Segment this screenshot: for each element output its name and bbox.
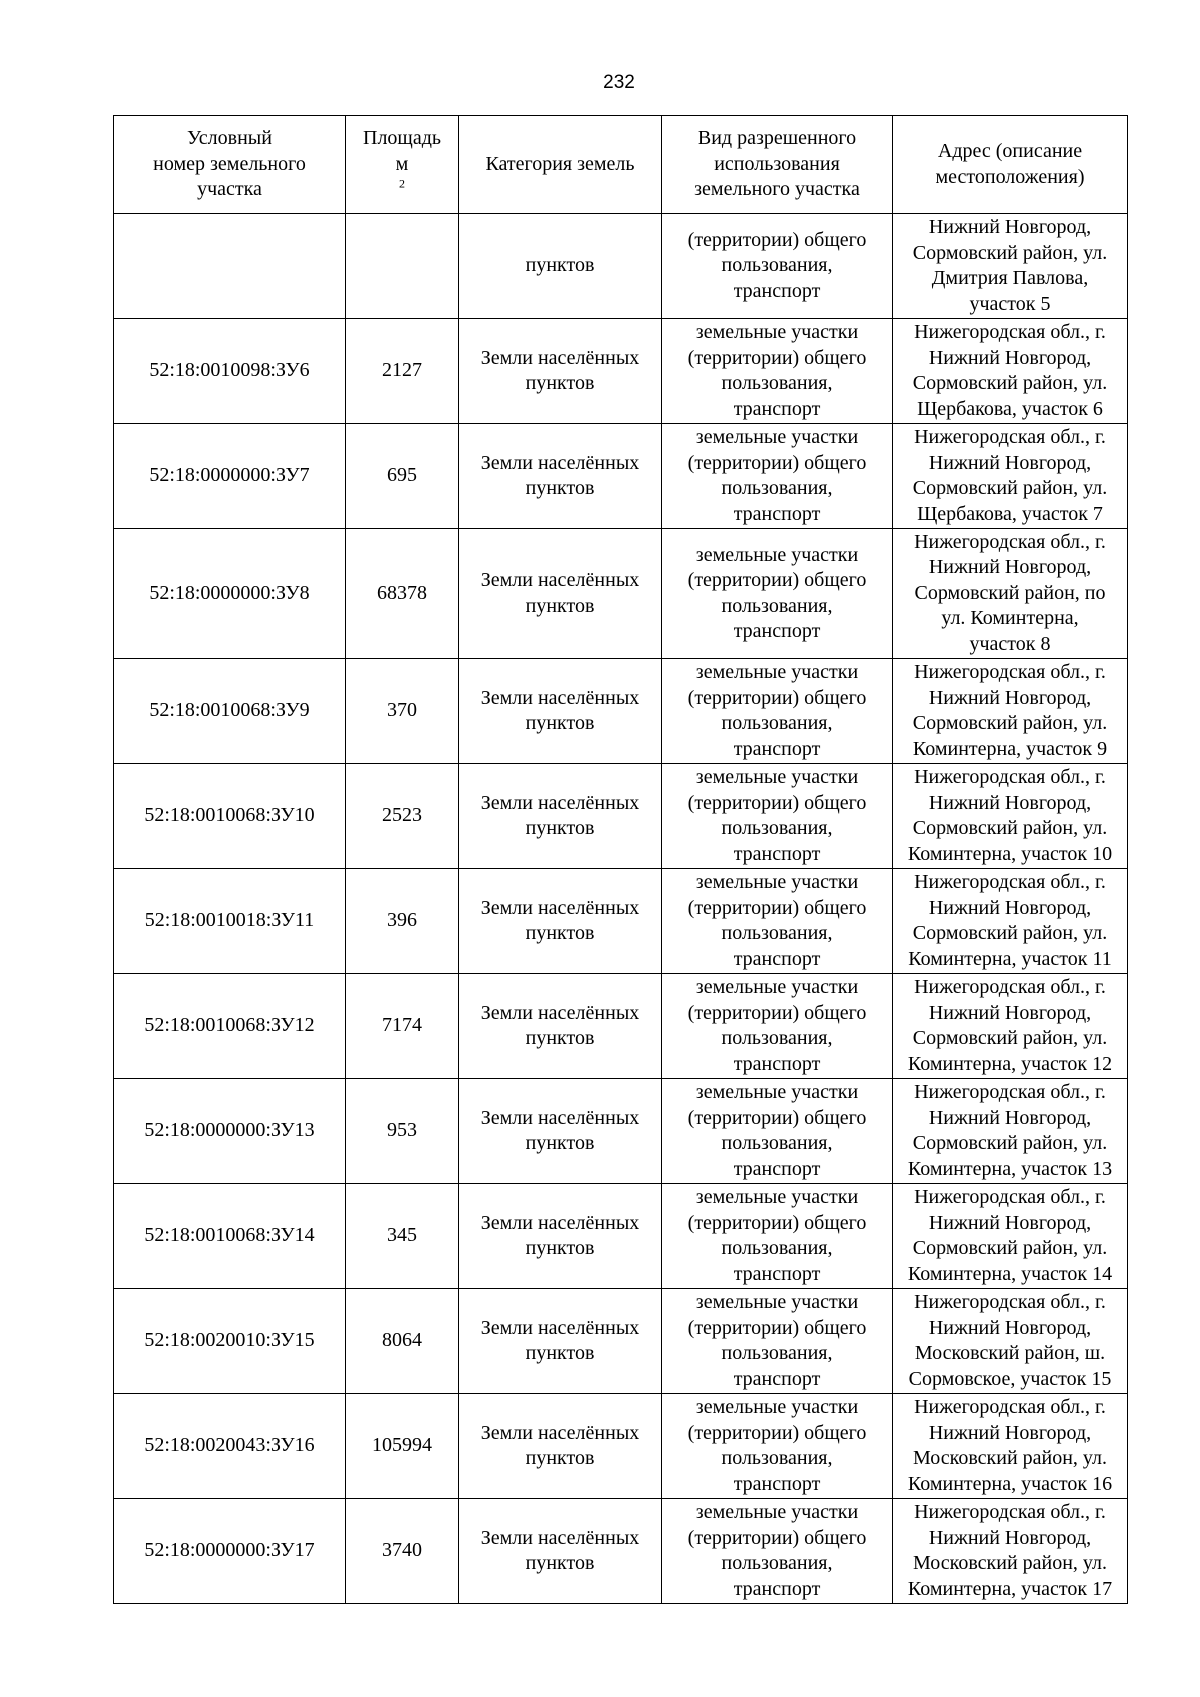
cell-use: земельные участки (территории) общего пользования, транспорт	[662, 1184, 893, 1289]
header-address: Адрес (описание местоположения)	[893, 116, 1128, 214]
cell-area: 2523	[346, 764, 459, 869]
table-row	[114, 529, 1128, 659]
cell-address: Нижегородская обл., г. Нижний Новгород, Московский район, ш. Сормовское, участок 15	[893, 1289, 1128, 1394]
cell-category: пунктов	[459, 214, 662, 319]
cell-use: земельные участки (территории) общего пользования, транспорт	[662, 1289, 893, 1394]
cell-category: Земли населённых пунктов	[459, 1079, 662, 1184]
cell-number: 52:18:0000000:ЗУ13	[114, 1079, 346, 1184]
cell-number: 52:18:0020043:ЗУ16	[114, 1394, 346, 1499]
cell-use: земельные участки (территории) общего пользования, транспорт	[662, 319, 893, 424]
cell-category: Земли населённых пунктов	[459, 529, 662, 659]
cell-area: 345	[346, 1184, 459, 1289]
cell-use: земельные участки (территории) общего пользования, транспорт	[662, 424, 893, 529]
cell-category: Земли населённых пунктов	[459, 319, 662, 424]
cell-number: 52:18:0000000:ЗУ8	[114, 529, 346, 659]
cell-number: 52:18:0010068:ЗУ12	[114, 974, 346, 1079]
cell-address: Нижегородская обл., г. Нижний Новгород, Сормовский район, ул. Щербакова, участок 6	[893, 319, 1128, 424]
table-row	[114, 974, 1128, 1079]
cell-area: 68378	[346, 529, 459, 659]
cell-category: Земли населённых пунктов	[459, 659, 662, 764]
cell-area: 396	[346, 869, 459, 974]
table-row	[114, 869, 1128, 974]
table-header-row	[114, 116, 1128, 214]
cell-area: 370	[346, 659, 459, 764]
cell-number: 52:18:0000000:ЗУ17	[114, 1499, 346, 1604]
cell-number	[114, 214, 346, 319]
table-row	[114, 1184, 1128, 1289]
cell-address: Нижегородская обл., г. Нижний Новгород, Сормовский район, ул. Коминтерна, участок 13	[893, 1079, 1128, 1184]
cell-address: Нижегородская обл., г. Нижний Новгород, Сормовский район, ул. Коминтерна, участок 11	[893, 869, 1128, 974]
table-row	[114, 1289, 1128, 1394]
cell-area: 105994	[346, 1394, 459, 1499]
table-row	[114, 764, 1128, 869]
cell-number: 52:18:0020010:ЗУ15	[114, 1289, 346, 1394]
cell-area	[346, 214, 459, 319]
cell-area: 2127	[346, 319, 459, 424]
cell-address: Нижегородская обл., г. Нижний Новгород, Сормовский район, ул. Коминтерна, участок 12	[893, 974, 1128, 1079]
land-plots-table	[113, 115, 1128, 1604]
cell-use: земельные участки (территории) общего пользования, транспорт	[662, 974, 893, 1079]
cell-number: 52:18:0010068:ЗУ9	[114, 659, 346, 764]
cell-category: Земли населённых пунктов	[459, 1184, 662, 1289]
cell-use: земельные участки (территории) общего пользования, транспорт	[662, 1079, 893, 1184]
cell-category: Земли населённых пунктов	[459, 764, 662, 869]
cell-address: Нижний Новгород, Сормовский район, ул. Дмитрия Павлова, участок 5	[893, 214, 1128, 319]
cell-address: Нижегородская обл., г. Нижний Новгород, Московский район, ул. Коминтерна, участок 16	[893, 1394, 1128, 1499]
cell-use: земельные участки (территории) общего пользования, транспорт	[662, 1499, 893, 1604]
header-area-superscript: 2	[399, 176, 405, 191]
cell-area: 7174	[346, 974, 459, 1079]
header-use: Вид разрешенного использования земельного участка	[662, 116, 893, 214]
table-row	[114, 659, 1128, 764]
cell-category: Земли населённых пунктов	[459, 1289, 662, 1394]
table-row	[114, 1079, 1128, 1184]
table-row	[114, 1394, 1128, 1499]
cell-category: Земли населённых пунктов	[459, 1394, 662, 1499]
cell-address: Нижегородская обл., г. Нижний Новгород, Сормовский район, ул. Коминтерна, участок 10	[893, 764, 1128, 869]
cell-number: 52:18:0010098:ЗУ6	[114, 319, 346, 424]
cell-area: 953	[346, 1079, 459, 1184]
cell-use: (территории) общего пользования, транспорт	[662, 214, 893, 319]
cell-use: земельные участки (территории) общего пользования, транспорт	[662, 529, 893, 659]
cell-number: 52:18:0000000:ЗУ7	[114, 424, 346, 529]
cell-category: Земли населённых пунктов	[459, 869, 662, 974]
continuation-row	[114, 214, 1128, 319]
cell-address: Нижегородская обл., г. Нижний Новгород, Сормовский район, ул. Коминтерна, участок 14	[893, 1184, 1128, 1289]
cell-number: 52:18:0010018:ЗУ11	[114, 869, 346, 974]
cell-address: Нижегородская обл., г. Нижний Новгород, Сормовский район, по ул. Коминтерна, участок 8	[893, 529, 1128, 659]
header-category: Категория земель	[459, 116, 662, 214]
table-row	[114, 1499, 1128, 1604]
cell-area: 8064	[346, 1289, 459, 1394]
cell-category: Земли населённых пунктов	[459, 974, 662, 1079]
cell-address: Нижегородская обл., г. Нижний Новгород, Московский район, ул. Коминтерна, участок 17	[893, 1499, 1128, 1604]
cell-use: земельные участки (территории) общего пользования, транспорт	[662, 1394, 893, 1499]
cell-number: 52:18:0010068:ЗУ14	[114, 1184, 346, 1289]
table-row	[114, 424, 1128, 529]
page-number: 232	[603, 72, 635, 93]
cell-number: 52:18:0010068:ЗУ10	[114, 764, 346, 869]
table-row	[114, 319, 1128, 424]
cell-category: Земли населённых пунктов	[459, 1499, 662, 1604]
cell-use: земельные участки (территории) общего пользования, транспорт	[662, 869, 893, 974]
cell-use: земельные участки (территории) общего пользования, транспорт	[662, 764, 893, 869]
header-number: Условный номер земельного участка	[114, 116, 346, 214]
cell-use: земельные участки (территории) общего пользования, транспорт	[662, 659, 893, 764]
cell-area: 695	[346, 424, 459, 529]
cell-address: Нижегородская обл., г. Нижний Новгород, Сормовский район, ул. Щербакова, участок 7	[893, 424, 1128, 529]
cell-category: Земли населённых пунктов	[459, 424, 662, 529]
cell-address: Нижегородская обл., г. Нижний Новгород, Сормовский район, ул. Коминтерна, участок 9	[893, 659, 1128, 764]
cell-area: 3740	[346, 1499, 459, 1604]
header-area: Площадь м $^2$	[346, 116, 459, 214]
